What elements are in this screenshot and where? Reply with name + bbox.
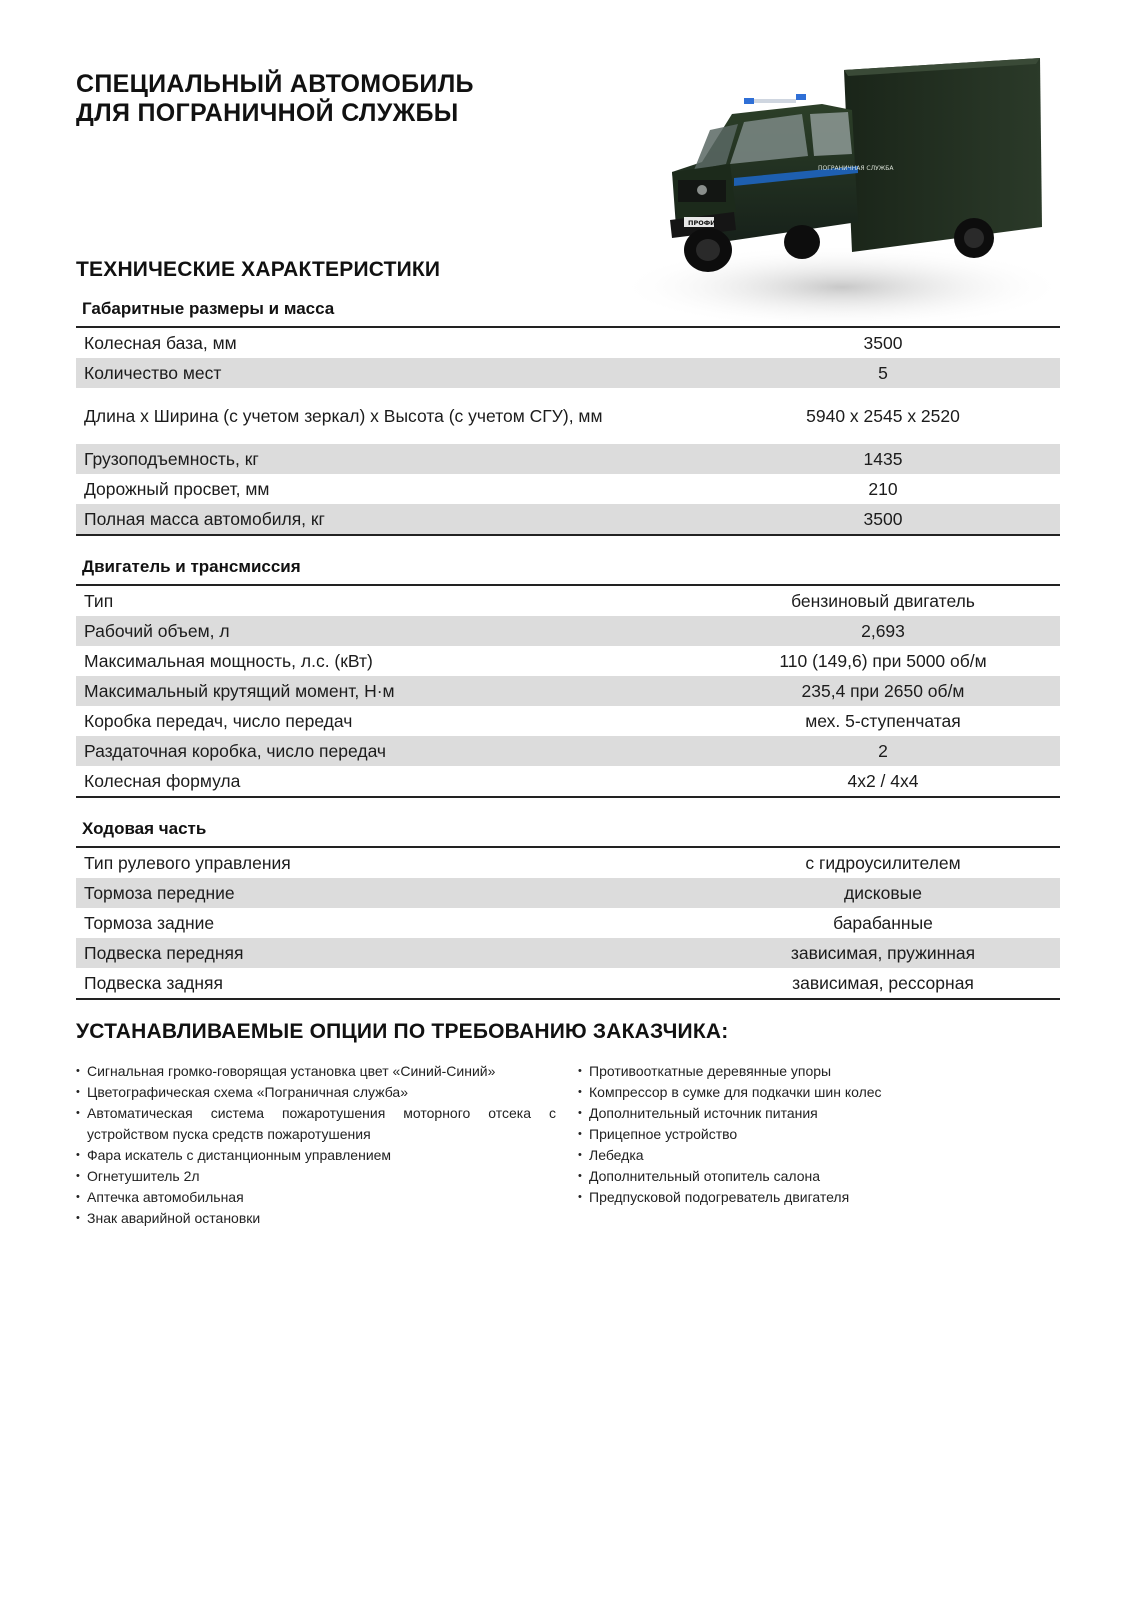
row-label: Колесная формула	[84, 771, 241, 791]
table-row	[76, 706, 1060, 736]
options-heading: УСТАНАВЛИВАЕМЫЕ ОПЦИИ ПО ТРЕБОВАНИЮ ЗАКАЗЧИКА:	[76, 1020, 729, 1043]
page-title	[76, 70, 474, 128]
row-value: 2,693	[861, 621, 905, 641]
row-label: Длина х Ширина (с учетом зеркал) х Высота (с учетом СГУ), мм	[84, 406, 603, 426]
table-row	[76, 474, 1060, 504]
list-item	[578, 1103, 1018, 1124]
list-item	[76, 1187, 556, 1208]
side-label: ПОГРАНИЧНАЯ СЛУЖБА	[818, 165, 894, 172]
bullet-icon: •	[578, 1191, 582, 1203]
list-item	[578, 1124, 1018, 1145]
list-item	[76, 1061, 556, 1082]
row-label: Тормоза задние	[84, 913, 215, 933]
table-row	[76, 676, 1060, 706]
page-title-line-1: СПЕЦИАЛЬНЫЙ АВТОМОБИЛЬ	[76, 70, 474, 98]
list-item	[76, 1145, 556, 1166]
bullet-icon: •	[578, 1128, 582, 1140]
cargo-box	[844, 58, 1042, 252]
row-label: Коробка передач, число передач	[84, 711, 353, 731]
section-heading-chassis: Ходовая часть	[76, 810, 1060, 848]
row-value: зависимая, рессорная	[792, 973, 974, 993]
bullet-icon: •	[578, 1170, 582, 1182]
row-value: зависимая, пружинная	[790, 943, 976, 963]
bullet-icon: •	[578, 1086, 582, 1098]
bullet-icon: •	[578, 1149, 582, 1161]
row-label: Дорожный просвет, мм	[84, 479, 270, 499]
row-value: 3500	[863, 333, 903, 353]
page-title-line-2: ДЛЯ ПОГРАНИЧНОЙ СЛУЖБЫ	[76, 99, 459, 127]
row-value: 4х2 / 4х4	[847, 771, 919, 791]
option-text: Знак аварийной остановки	[87, 1210, 261, 1226]
bullet-icon: •	[578, 1107, 582, 1119]
row-value: 235,4 при 2650 об/м	[801, 681, 965, 701]
row-value: бензиновый двигатель	[791, 591, 975, 611]
row-value: с гидроусилителем	[805, 853, 961, 873]
bullet-icon: •	[76, 1149, 80, 1161]
options-list-right	[578, 1061, 1018, 1208]
row-label: Колесная база, мм	[84, 333, 237, 353]
option-text: Автоматическая система пожаротушения моторного отсека с устройством пуска средств пожаротушения	[87, 1105, 556, 1142]
row-label: Раздаточная коробка, число передач	[84, 741, 387, 761]
table-row	[76, 586, 1060, 616]
option-text: Противооткатные деревянные упоры	[589, 1063, 832, 1079]
row-label: Количество мест	[84, 363, 222, 383]
list-item	[76, 1208, 556, 1229]
row-label: Максимальный крутящий момент, Н·м	[84, 681, 395, 701]
option-text: Компрессор в сумке для подкачки шин колес	[589, 1084, 882, 1100]
bullet-icon: •	[76, 1065, 80, 1077]
option-text: Лебедка	[589, 1147, 644, 1163]
specifications-heading: ТЕХНИЧЕСКИЕ ХАРАКТЕРИСТИКИ	[76, 258, 441, 281]
row-label: Максимальная мощность, л.с. (кВт)	[84, 651, 373, 671]
table-row	[76, 968, 1060, 998]
list-item	[578, 1166, 1018, 1187]
row-label: Грузоподъемность, кг	[84, 449, 259, 469]
row-value: 2	[878, 741, 888, 761]
row-value: 110 (149,6) при 5000 об/м	[779, 651, 987, 671]
row-label: Подвеска передняя	[84, 943, 244, 963]
row-label: Полная масса автомобиля, кг	[84, 509, 325, 529]
row-label: Тип рулевого управления	[84, 853, 291, 873]
bullet-icon: •	[76, 1170, 80, 1182]
row-label: Тормоза передние	[84, 883, 235, 903]
bullet-icon: •	[76, 1086, 80, 1098]
list-item	[578, 1187, 1018, 1208]
options-list-left	[76, 1061, 556, 1229]
row-value: 5940 х 2545 х 2520	[806, 406, 960, 426]
section-heading-dimensions: Габаритные размеры и масса	[76, 290, 1060, 328]
row-label: Подвеска задняя	[84, 973, 223, 993]
option-text: Прицепное устройство	[589, 1126, 738, 1142]
option-text: Аптечка автомобильная	[87, 1189, 244, 1205]
table-row	[76, 328, 1060, 358]
list-item	[578, 1082, 1018, 1103]
row-value: 5	[878, 363, 888, 383]
list-item	[76, 1082, 556, 1103]
list-item	[76, 1166, 556, 1187]
list-item	[76, 1103, 556, 1145]
bullet-icon: •	[76, 1212, 80, 1224]
table-row	[76, 388, 1060, 444]
option-text: Дополнительный источник питания	[589, 1105, 818, 1121]
section-heading-engine: Двигатель и трансмиссия	[76, 548, 1060, 586]
signal-light-icon	[744, 98, 754, 104]
row-value: барабанные	[833, 913, 933, 933]
table-row	[76, 616, 1060, 646]
option-text: Дополнительный отопитель салона	[589, 1168, 821, 1184]
row-label: Тип	[84, 591, 114, 611]
bullet-icon: •	[76, 1191, 80, 1203]
option-text: Сигнальная громко-говорящая установка цвет «Синий-Синий»	[87, 1063, 496, 1079]
bullet-icon: •	[76, 1107, 80, 1119]
row-value: мех. 5-ступенчатая	[805, 711, 961, 731]
section-rows-engine	[76, 586, 1060, 798]
table-row	[76, 736, 1060, 766]
specifications-table	[76, 290, 1060, 1000]
row-value: 1435	[863, 449, 903, 469]
table-row	[76, 646, 1060, 676]
table-row	[76, 766, 1060, 796]
plate-label: ПРОФИ	[688, 219, 716, 227]
table-row	[76, 878, 1060, 908]
table-row	[76, 358, 1060, 388]
row-value: дисковые	[844, 883, 922, 903]
table-row	[76, 504, 1060, 534]
option-text: Цветографическая схема «Пограничная служба»	[87, 1084, 408, 1100]
table-row	[76, 444, 1060, 474]
list-item	[578, 1061, 1018, 1082]
table-row	[76, 938, 1060, 968]
row-value: 210	[868, 479, 898, 499]
option-text: Фара искатель с дистанционным управлением	[87, 1147, 392, 1163]
row-label: Рабочий объем, л	[84, 621, 230, 641]
bullet-icon: •	[578, 1065, 582, 1077]
section-rows-chassis	[76, 848, 1060, 1000]
table-row	[76, 848, 1060, 878]
section-rows-dimensions	[76, 328, 1060, 536]
row-value: 3500	[863, 509, 903, 529]
list-item	[578, 1145, 1018, 1166]
option-text: Огнетушитель 2л	[87, 1168, 200, 1184]
option-text: Предпусковой подогреватель двигателя	[589, 1189, 850, 1205]
table-row	[76, 908, 1060, 938]
